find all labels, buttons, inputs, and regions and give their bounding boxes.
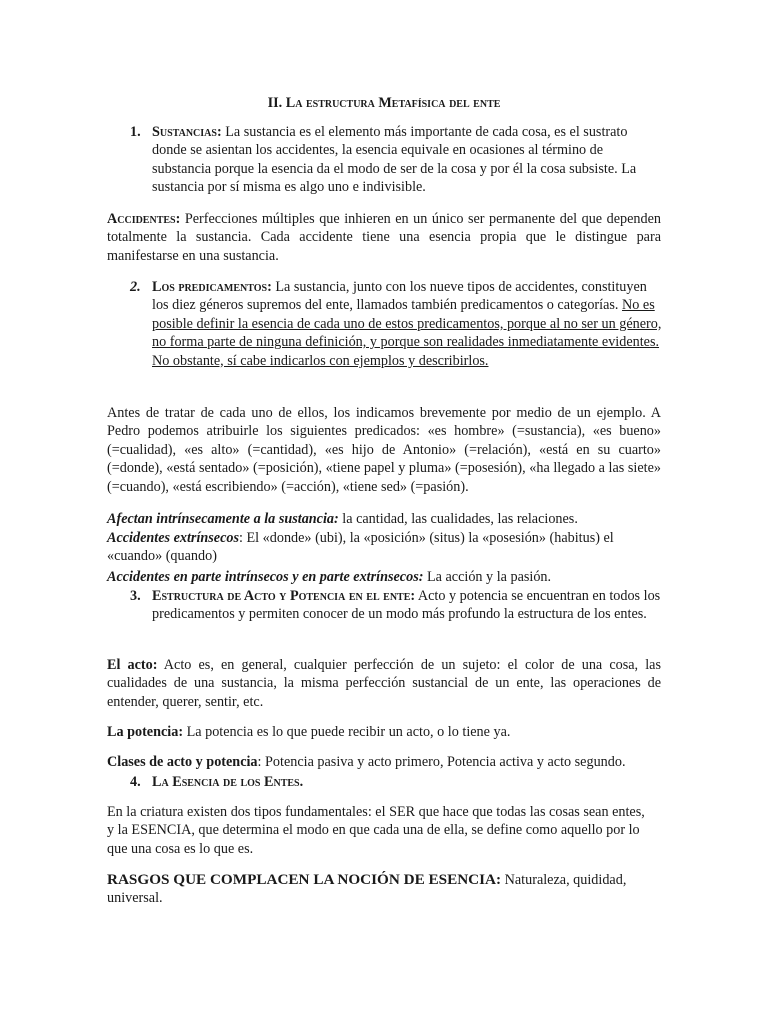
acto-paragraph (107, 656, 661, 711)
section-1-text: La sustancia es el elemento más importante de cada cosa, es el sustrato donde se asientan los accidentes, la esencia equivale en ocasiones al término de substancia porque la esencia da el modo de ser de la cosa y por él la cosa subsiste. La sustancia por sí misma es algo uno e indivisible. (152, 124, 637, 196)
extrinsecos-text: : El «donde» (ubi), la «posición» (situs) la «posesión» (habitus) el «cuando» (quando) (107, 530, 614, 565)
parte-line (107, 568, 661, 586)
section-2-underlined-text: No es posible definir la esencia de cada uno de estos predicamentos, porque al no ser un género, no forma parte de ninguna definición, y porque son realidades inmediatamente evidentes. No obstante, sí cabe indicarlos con ejemplos y describirlos. (152, 297, 662, 369)
afectan-text: la cantidad, las cualidades, las relaciones. (338, 511, 578, 527)
afectan-line (107, 510, 661, 528)
section-3-number: 3. (130, 588, 141, 604)
acto-text: Acto es, en general, cualquier perfección de un sujeto: el color de una cosa, las cualidades de una sustancia, la misma perfección sustancial de un ente, las operaciones de entender, querer, sentir, etc. (107, 657, 661, 710)
extrinsecos-heading: Accidentes extrínsecos (107, 530, 240, 546)
rasgos-heading: RASGOS QUE COMPLACEN LA NOCIÓN DE ESENCIA: (107, 871, 502, 888)
accidentes-text: Perfecciones múltiples que inhieren en un único ser permanente del que dependen totalmente la sustancia. Cada accidente tiene una esencia propia que le distingue para manifestarse en una sustancia. (107, 211, 661, 264)
section-2-heading: Los predicamentos: (152, 279, 272, 295)
extrinsecos-line (107, 529, 661, 566)
rasgos-paragraph (107, 871, 647, 908)
potencia-heading: La potencia: (107, 724, 184, 740)
section-1-sustancias (152, 123, 664, 197)
potencia-text: La potencia es lo que puede recibir un acto, o lo tiene ya. (183, 724, 511, 740)
section-1-number: 1. (130, 124, 141, 140)
section-4-esencia (152, 773, 664, 791)
section-4-heading: La Esencia de los Entes. (152, 774, 304, 790)
afectan-heading: Afectan intrínsecamente a la sustancia: (107, 511, 339, 527)
parte-heading: Accidentes en parte intrínsecos y en parte extrínsecos: (107, 569, 424, 585)
section-3-acto-potencia (152, 587, 664, 624)
clases-heading: Clases de acto y potencia (107, 754, 258, 770)
rasgos-text: Naturaleza, quididad, universal. (107, 872, 627, 907)
accidentes-heading: Accidentes: (107, 211, 181, 227)
clases-paragraph (107, 753, 661, 771)
section-2-number: 2. (130, 279, 141, 295)
criatura-paragraph: En la criatura existen dos tipos fundamentales: el SER que hace que todas las cosas sean entes, y la ESENCIA, que determina el modo en que cada una de ella, se define como aquello por lo que una cosa es lo que es. (107, 804, 645, 857)
acto-heading: El acto: (107, 657, 158, 673)
potencia-paragraph (107, 723, 661, 741)
section-3-heading: Estructura de Acto y Potencia en el ente: (152, 588, 416, 604)
section-2-predicamentos (152, 278, 664, 370)
section-1-heading: Sustancias: (152, 124, 222, 140)
page-title: II. La estructura Metafísica del ente (267, 95, 501, 111)
section-4-number: 4. (130, 774, 141, 790)
section-2-text: La sustancia, junto con los nueve tipos de accidentes, constituyen los diez géneros supremos del ente, llamados también predicamentos o categorías. (152, 279, 647, 314)
parte-text: La acción y la pasión. (423, 569, 552, 585)
clases-text: : Potencia pasiva y acto primero, Potencia activa y acto segundo. (257, 754, 626, 770)
antes-paragraph: Antes de tratar de cada uno de ellos, los indicamos brevemente por medio de un ejemplo. A Pedro podemos atribuirle los siguientes predicados: «es hombre» (=sustancia), «es bueno» (=cualidad), «es alto» (=cantidad), «es hijo de Antonio» (=relación), «está en su cuarto» (=donde), «está sentado» (=posición), «tiene papel y pluma» (=posesión), «ha llegado a las siete» (=cuando), «está escribiendo» (=acción), «tiene sed» (=pasión). (107, 405, 661, 495)
section-3-text: Acto y potencia se encuentran en todos los predicamentos y permiten conocer de un modo más profundo la estructura de los entes. (152, 588, 661, 623)
accidentes-paragraph (107, 210, 661, 265)
